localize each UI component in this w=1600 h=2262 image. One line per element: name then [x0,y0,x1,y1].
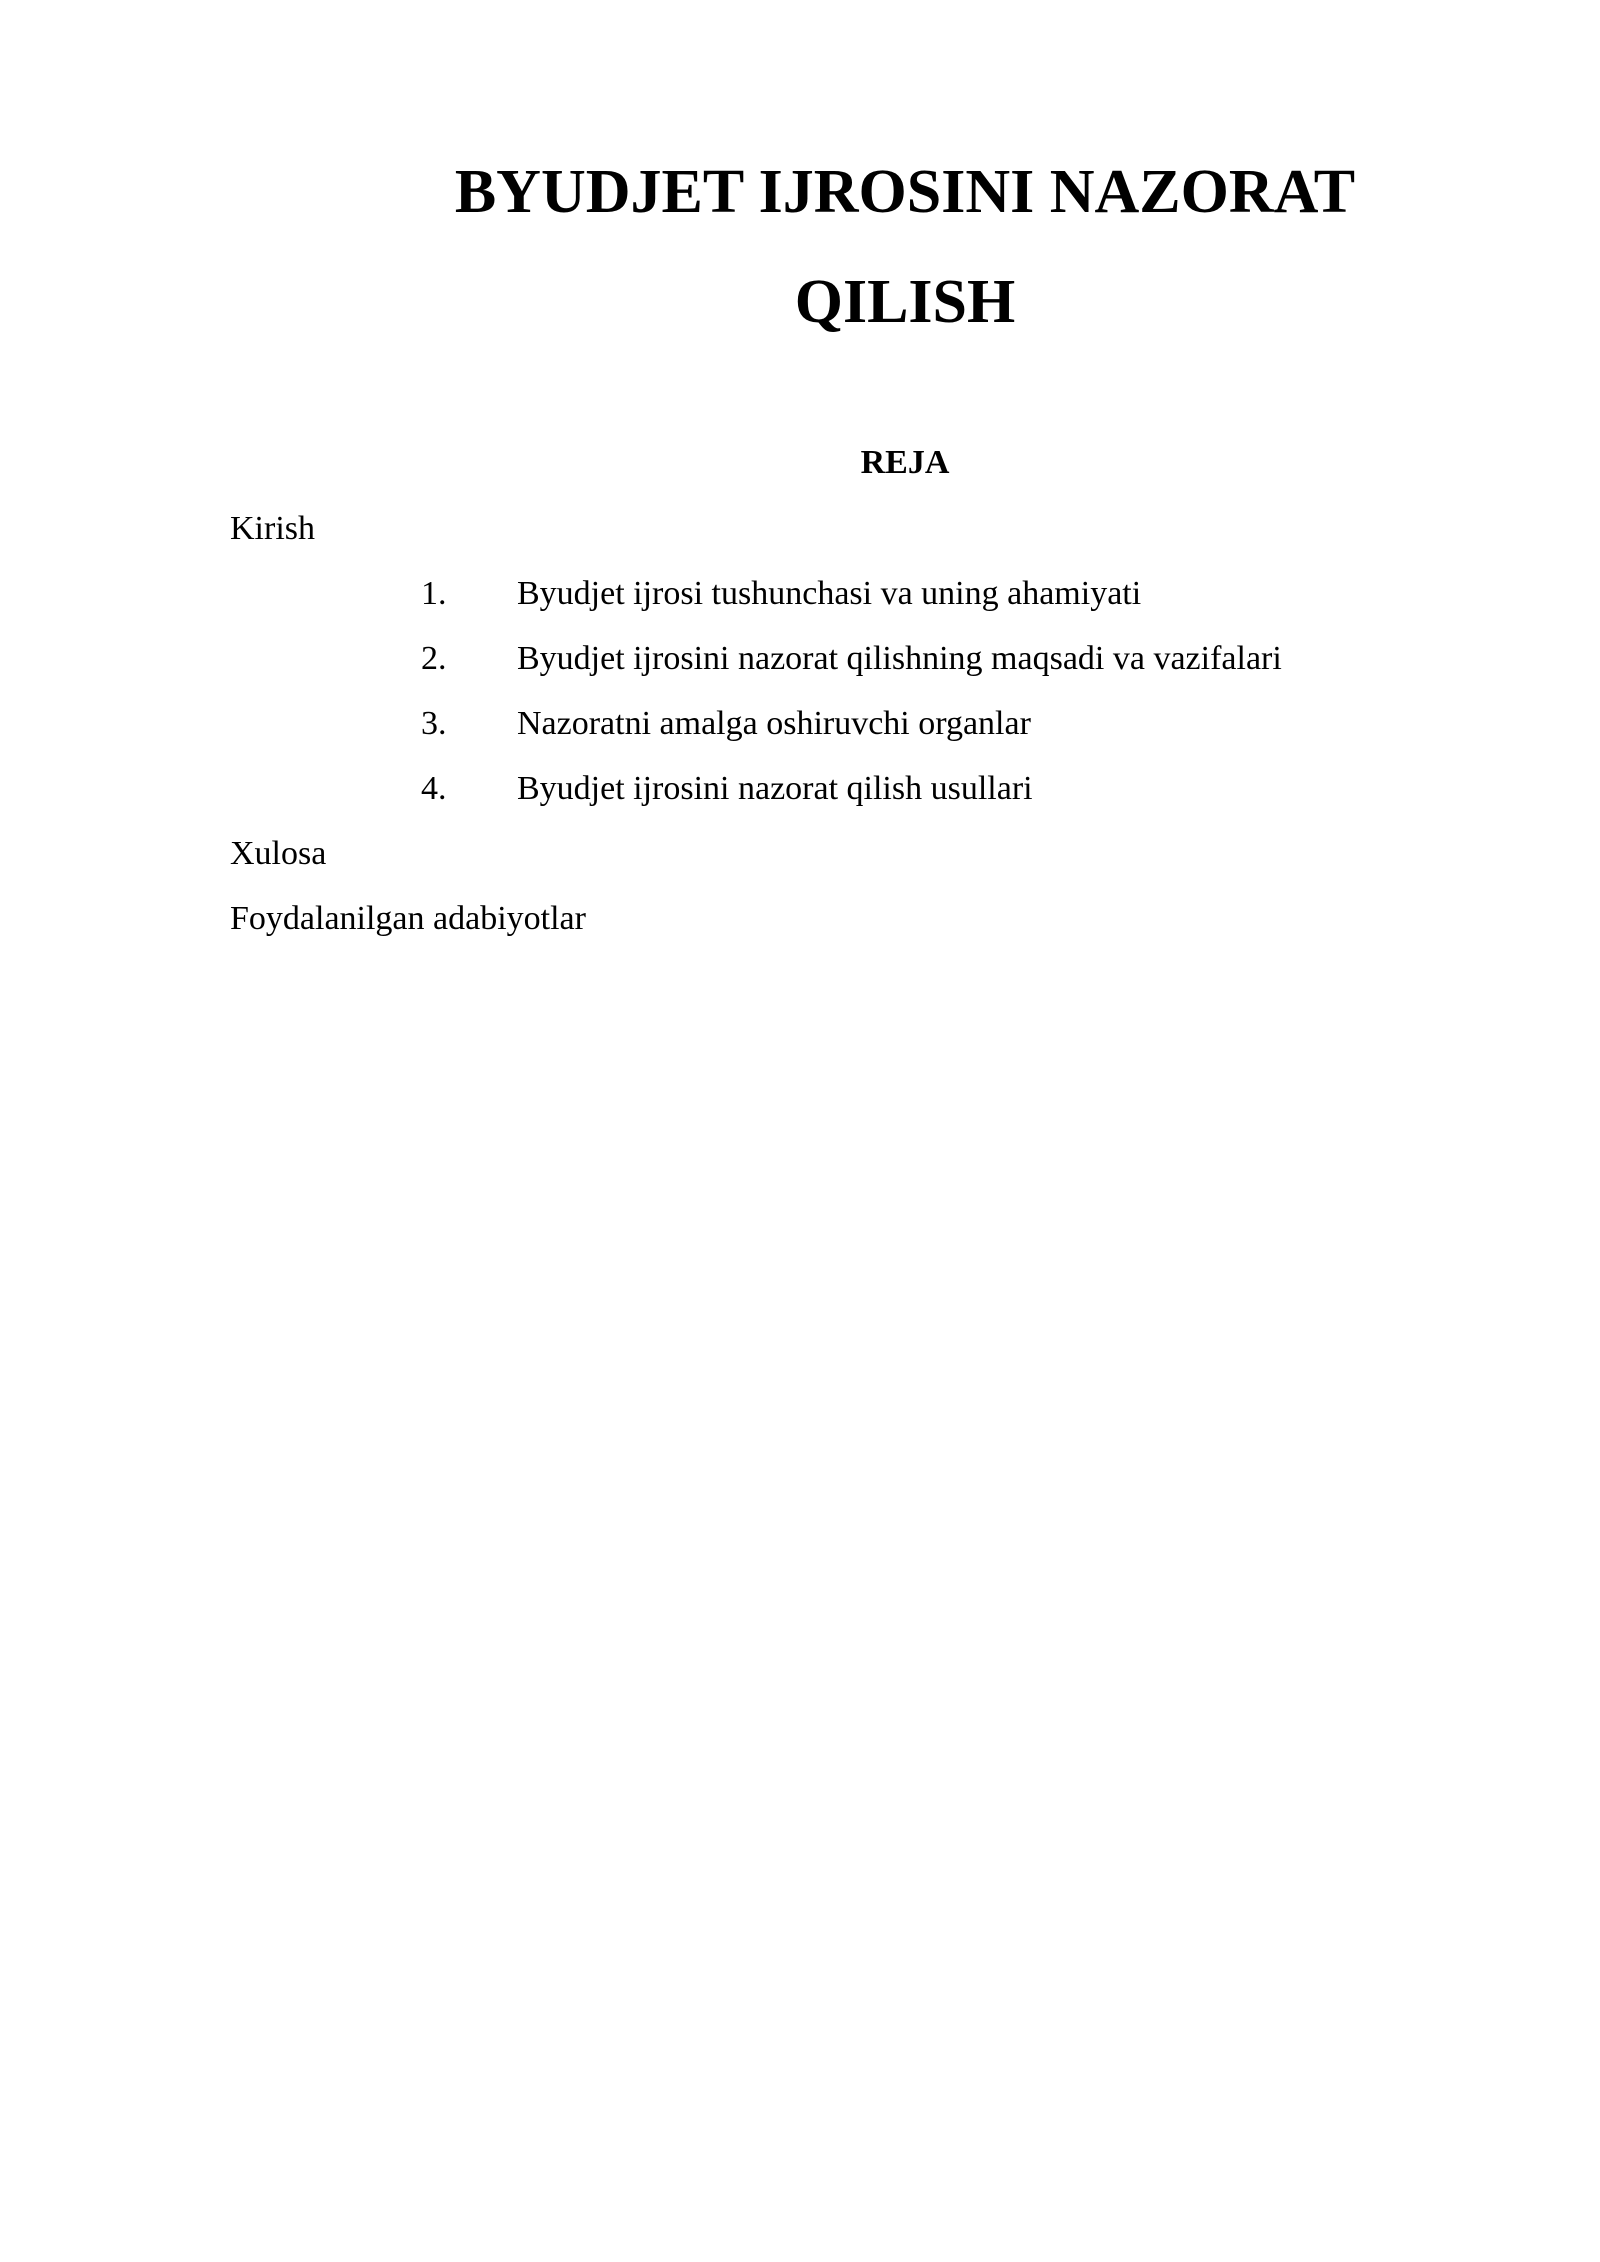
plan-item-text: Byudjet ijrosi tushunchasi va uning ahamiyati [517,575,1142,612]
document-title-line-1: BYUDJET IJROSINI NAZORAT [454,158,1356,226]
references-entry: Foydalanilgan adabiyotlar [230,900,586,937]
plan-item-number: 1. [421,575,447,612]
conclusion-entry: Xulosa [230,835,327,872]
plan-item-text: Byudjet ijrosini nazorat qilishning maqsadi va vazifalari [517,640,1282,677]
plan-heading: REJA [860,444,950,481]
intro-entry: Kirish [230,510,315,547]
plan-item-text: Byudjet ijrosini nazorat qilish usullari [517,770,1033,807]
plan-item-number: 2. [421,640,447,677]
plan-item-number: 4. [421,770,447,807]
plan-item-number: 3. [421,705,447,742]
document-title-line-2: QILISH [794,268,1016,336]
plan-item-text: Nazoratni amalga oshiruvchi organlar [517,705,1031,742]
